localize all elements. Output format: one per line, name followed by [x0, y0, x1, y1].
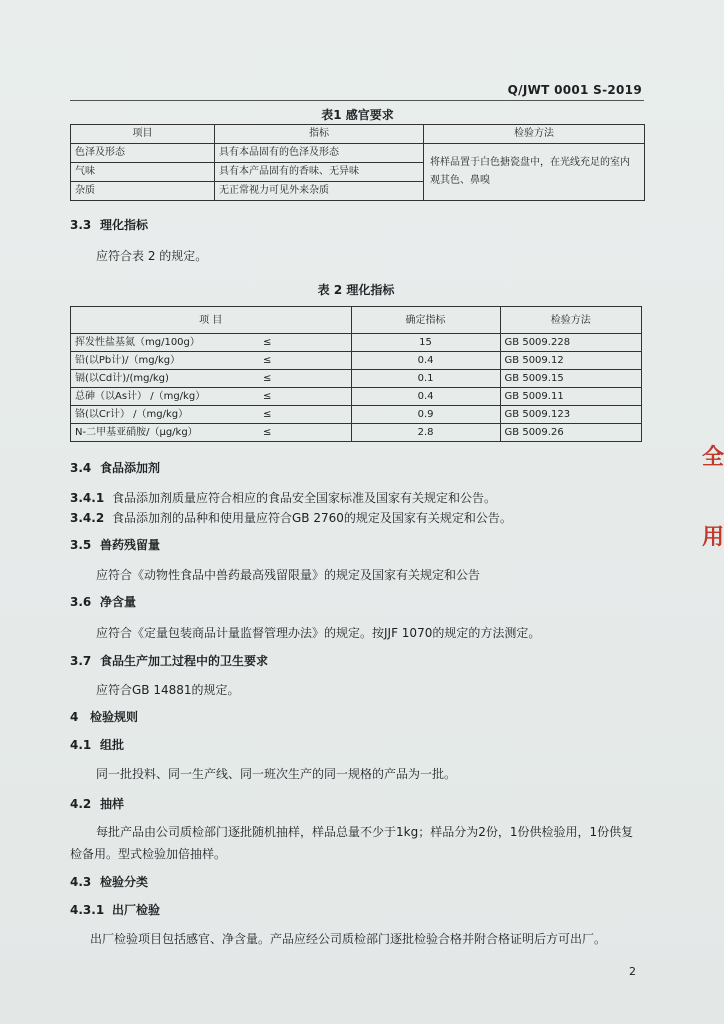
table-cell: 铅(以Pb计)/（mg/kg）: [71, 352, 260, 370]
table-cell: 15: [351, 334, 500, 352]
table-cell: ≤: [259, 352, 351, 370]
table-cell: 0.4: [351, 388, 500, 406]
table-cell: 色泽及形态: [71, 144, 215, 163]
stamp-fragment: 用: [701, 525, 724, 550]
table-cell: 具有本品固有的色泽及形态: [215, 144, 424, 163]
subsection-heading: 4.3.1 出厂检验: [70, 903, 161, 917]
table-cell: 无正常视力可见外来杂质: [215, 182, 424, 201]
table2-physchem: [70, 306, 642, 442]
section-heading: 3.4 食品添加剂: [70, 461, 161, 475]
table-row: [71, 424, 642, 442]
table-cell: 镉(以Cd计)/(mg/kg): [71, 370, 260, 388]
table-cell: N-二甲基亚硝胺/（μg/kg）: [71, 424, 260, 442]
table-row: [71, 352, 642, 370]
table-cell: ≤: [259, 406, 351, 424]
table-row: [71, 370, 642, 388]
section-heading: 3.5 兽药残留量: [70, 538, 161, 552]
paragraph: 同一批投料、同一生产线、同一班次生产的同一规格的产品为一批。: [96, 767, 457, 781]
table-cell: 0.1: [351, 370, 500, 388]
section-heading: 4.3 检验分类: [70, 875, 149, 889]
table-cell: GB 5009.12: [500, 352, 641, 370]
table-cell: GB 5009.26: [500, 424, 641, 442]
table-cell: GB 5009.11: [500, 388, 641, 406]
page-number: 2: [629, 965, 636, 978]
table-cell: 总砷（以As计） /（mg/kg）: [71, 388, 260, 406]
table-header: 检验方法: [424, 125, 645, 144]
table1-title: 表1 感官要求: [321, 108, 394, 122]
paragraph: 应符合《定量包装商品计量监督管理办法》的规定。按JJF 1070的规定的方法测定。: [96, 626, 541, 640]
table1-sensory: [70, 124, 645, 201]
table-header: 项目: [71, 125, 215, 144]
table-row: [71, 406, 642, 424]
paragraph: 应符合GB 14881的规定。: [96, 683, 240, 697]
table-header: 确定指标: [351, 307, 500, 334]
table-cell: ≤: [259, 370, 351, 388]
header-rule: [70, 100, 644, 101]
table-cell: ≤: [259, 334, 351, 352]
subsection: 3.4.1 食品添加剂质量应符合相应的食品安全国家标准及国家有关规定和公告。: [70, 491, 497, 505]
table-header: 检验方法: [500, 307, 641, 334]
table-cell: 具有本产品固有的香味、无异味: [215, 163, 424, 182]
table-cell: GB 5009.123: [500, 406, 641, 424]
table-header: 项 目: [71, 307, 352, 334]
table-cell: 铬(以Cr计） /（mg/kg）: [71, 406, 260, 424]
table-cell: GB 5009.228: [500, 334, 641, 352]
table-row: [71, 125, 645, 144]
section-heading: 4 检验规则: [70, 710, 139, 724]
table-row: [71, 334, 642, 352]
table-cell: ≤: [259, 424, 351, 442]
stamp-fragment: 全: [701, 445, 724, 470]
paragraph: 应符合表 2 的规定。: [96, 249, 208, 263]
standard-code: Q/JWT 0001 S-2019: [507, 83, 642, 97]
table-header: 指标: [215, 125, 424, 144]
section-heading: 3.6 净含量: [70, 595, 137, 609]
table2-title: 表 2 理化指标: [317, 283, 395, 297]
table-cell: ≤: [259, 388, 351, 406]
table-row: [71, 388, 642, 406]
table-cell: 将样品置于白色搪瓷盘中，在光线充足的室内观其色、鼻嗅: [424, 144, 645, 201]
table-cell: 0.4: [351, 352, 500, 370]
table-cell: 气味: [71, 163, 215, 182]
table-cell: 2.8: [351, 424, 500, 442]
paragraph: 每批产品由公司质检部门逐批随机抽样，样品总量不少于1kg；样品分为2份，1份供检验用，1份供复检备用。型式检验加倍抽样。: [70, 825, 634, 861]
subsection: 3.4.2 食品添加剂的品种和使用量应符合GB 2760的规定及国家有关规定和公告。: [70, 511, 512, 525]
table-row: [71, 144, 645, 163]
table-cell: 挥发性盐基氮（mg/100g）: [71, 334, 260, 352]
table-cell: 0.9: [351, 406, 500, 424]
section-heading: 4.2 抽样: [70, 797, 125, 811]
section-heading: 3.3 理化指标: [70, 218, 149, 232]
table-cell: 杂质: [71, 182, 215, 201]
table-cell: GB 5009.15: [500, 370, 641, 388]
table-row: [71, 307, 642, 334]
section-heading: 3.7 食品生产加工过程中的卫生要求: [70, 654, 269, 668]
section-heading: 4.1 组批: [70, 738, 125, 752]
paragraph: 出厂检验项目包括感官、净含量。产品应经公司质检部门逐批检验合格并附合格证明后方可出厂。: [90, 932, 607, 946]
paragraph: 应符合《动物性食品中兽药最高残留限量》的规定及国家有关规定和公告: [96, 568, 481, 582]
